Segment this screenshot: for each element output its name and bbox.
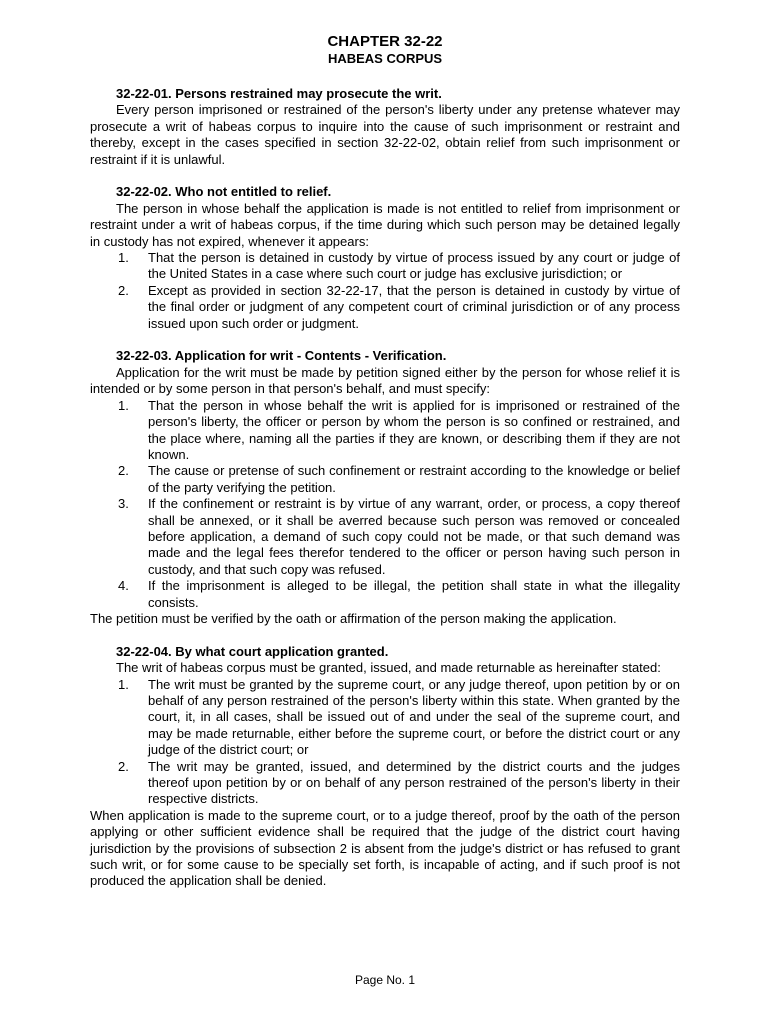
list-text: That the person is detained in custody by virtue of process issued by any court or judge of the United States in a case where such court or judge has exclusive jurisdiction; or [148,250,680,282]
section-heading: 32-22-02. Who not entitled to relief. [116,184,332,200]
section-closing: When application is made to the supreme court, or to a judge thereof, proof by the oath of the person applying or other sufficient evidence shall be required that the judge of the district court having jurisdiction by the provisions of subsection 2 is absent from the judge's district or has refused to grant such writ, or for some cause to be specially set forth, is incapable of acting, and if such proof is not produced the application shall be denied. [90,807,680,889]
list-number: 1. [118,397,129,413]
numbered-list [90,398,680,611]
list-item [90,398,680,464]
list-item [90,578,680,611]
section-closing: The petition must be verified by the oath or affirmation of the person making the application. [90,610,617,626]
section-intro: The person in whose behalf the application is made is not entitled to relief from imprisonment or restraint under a writ of habeas corpus, if the time during which such person may be detained legally in custody has not expired, whenever it appears: [90,200,680,249]
section-intro: Application for the writ must be made by petition signed either by the person for whose relief it is intended or by some person in that person's behalf, and must specify: [90,364,680,397]
list-number: 3. [118,496,129,512]
list-text: The cause or pretense of such confinement or restraint according to the knowledge or belief of the party verifying the petition. [148,463,680,495]
list-item [90,283,680,332]
section-32-22-04 [90,644,680,890]
section-heading: 32-22-04. By what court application granted. [116,643,389,659]
document-page [90,32,680,906]
list-number: 1. [118,676,129,692]
list-number: 4. [118,578,129,594]
section-heading: 32-22-03. Application for writ - Contents - Verification. [116,348,447,364]
list-number: 2. [118,282,129,298]
list-text: If the imprisonment is alleged to be illegal, the petition shall state in what the illegality consists. [148,578,680,610]
numbered-list [90,677,680,808]
section-32-22-02 [90,184,680,332]
list-item [90,250,680,283]
list-text: The writ must be granted by the supreme court, or any judge thereof, upon petition by or on behalf of any person restrained of the person's liberty within this state. When granted by the court, it, in all cases, shall be issued out of and under the seal of the supreme court, and may be made returnable, either before the supreme court, or before the district court or any judge of the district court; or [148,676,680,758]
section-32-22-01 [90,86,680,168]
numbered-list [90,250,680,332]
list-text: That the person in whose behalf the writ is applied for is imprisoned or restrained of the person's liberty, the officer or person by whom the person is so confined or restrained, and the place where, naming all the parties if they are known, or describing them if they are not known. [148,397,680,462]
section-heading: 32-22-01. Persons restrained may prosecute the writ. [116,86,442,101]
section-32-22-03 [90,348,680,627]
list-text: Except as provided in section 32-22-17, that the person is detained in custody by virtue of the final order or judgment of any competent court of criminal jurisdiction or of any process issued upon such order or judgment. [148,282,680,331]
list-item [90,677,680,759]
page-number: Page No. 1 [354,973,416,987]
list-number: 2. [118,463,129,479]
list-item [90,463,680,496]
chapter-title: CHAPTER 32-22 [327,33,443,50]
list-number: 1. [118,250,129,266]
section-intro: The writ of habeas corpus must be granted, issued, and made returnable as hereinafter stated: [116,660,661,676]
list-number: 2. [118,758,129,774]
list-text: If the confinement or restraint is by virtue of any warrant, order, or process, a copy thereof shall be annexed, or it shall be averred because such person was removed or concealed before application, a demand of such copy could not be made, or that such demand was made and the legal fees therefor tendered to the officer or person having such person in custody, and that such copy was refused. [148,496,680,577]
chapter-subtitle: HABEAS CORPUS [327,51,443,66]
list-item [90,759,680,808]
section-intro: Every person imprisoned or restrained of the person's liberty under any pretense whatever may prosecute a writ of habeas corpus to inquire into the cause of such imprisonment or restraint and thereby, except in the cases specified in section 32-22-02, obtain relief from such imprisonment or restraint if it is unlawful. [90,102,680,167]
list-item [90,496,680,578]
list-text: The writ may be granted, issued, and determined by the district courts and the judges thereof upon petition by or on behalf of any person restrained of the person's liberty in their respective districts. [148,758,680,807]
